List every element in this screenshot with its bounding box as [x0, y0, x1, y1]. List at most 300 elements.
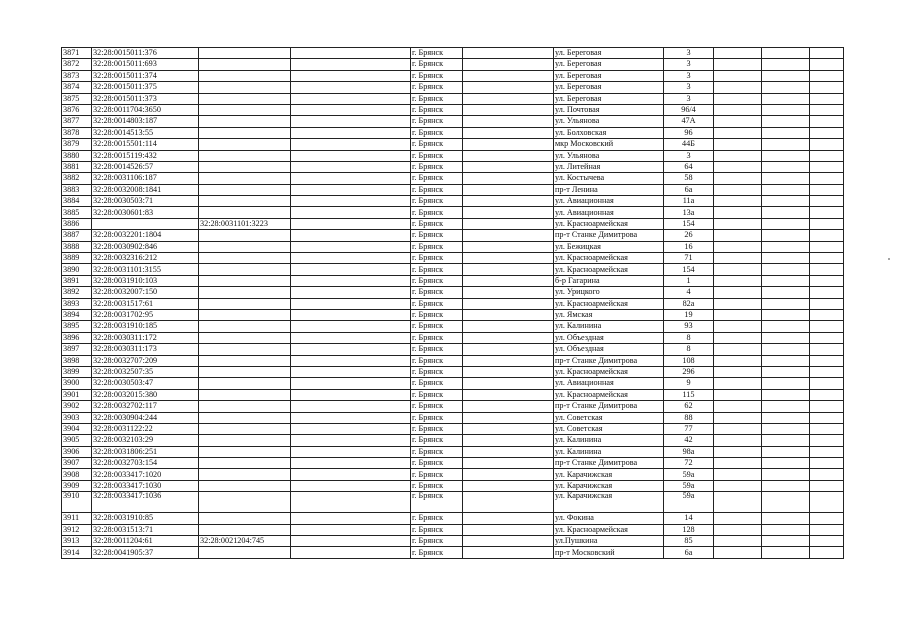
empty-cell [463, 275, 554, 286]
secondary-cadastral-cell [199, 184, 291, 195]
empty-cell [762, 48, 810, 59]
empty-cell [810, 366, 844, 377]
empty-cell [714, 70, 762, 81]
house-number-cell: 3 [664, 82, 714, 93]
city-cell: г. Брянск [411, 378, 463, 389]
empty-cell [714, 241, 762, 252]
secondary-cadastral-cell [199, 139, 291, 150]
empty-cell [291, 366, 411, 377]
street-cell: мкр Московский [554, 139, 664, 150]
table-row [62, 412, 844, 423]
empty-cell [463, 321, 554, 332]
row-number-cell: 3883 [62, 184, 92, 195]
empty-cell [714, 435, 762, 446]
row-number-cell: 3893 [62, 298, 92, 309]
street-cell: пр-т Ленина [554, 184, 664, 195]
cadastral-number-cell: 32:28:0015501:114 [92, 139, 199, 150]
house-number-cell: 4 [664, 287, 714, 298]
secondary-cadastral-cell [199, 446, 291, 457]
table-row [62, 116, 844, 127]
empty-cell [291, 116, 411, 127]
city-cell: г. Брянск [411, 321, 463, 332]
empty-cell [463, 378, 554, 389]
house-number-cell: 71 [664, 253, 714, 264]
empty-cell [291, 264, 411, 275]
empty-cell [810, 435, 844, 446]
empty-cell [762, 446, 810, 457]
empty-cell [463, 104, 554, 115]
empty-cell [463, 207, 554, 218]
empty-cell [762, 241, 810, 252]
city-cell: г. Брянск [411, 82, 463, 93]
empty-cell [714, 355, 762, 366]
scan-speck [888, 258, 890, 260]
empty-cell [463, 287, 554, 298]
empty-cell [714, 423, 762, 434]
empty-cell [714, 150, 762, 161]
empty-cell [291, 161, 411, 172]
cadastral-number-cell: 32:28:0014526:57 [92, 161, 199, 172]
street-cell: ул. Советская [554, 412, 664, 423]
cadastral-number-cell: 32:28:0032707:209 [92, 355, 199, 366]
cadastral-number-cell: 32:28:0014513:55 [92, 127, 199, 138]
city-cell: г. Брянск [411, 344, 463, 355]
empty-cell [291, 412, 411, 423]
table-row [62, 161, 844, 172]
secondary-cadastral-cell [199, 116, 291, 127]
row-number-cell: 3885 [62, 207, 92, 218]
street-cell: ул. Береговая [554, 93, 664, 104]
empty-cell [714, 332, 762, 343]
house-number-cell: 26 [664, 230, 714, 241]
cadastral-number-cell: 32:28:0015011:373 [92, 93, 199, 104]
city-cell: г. Брянск [411, 401, 463, 412]
city-cell: г. Брянск [411, 389, 463, 400]
empty-cell [714, 536, 762, 547]
empty-cell [810, 469, 844, 480]
street-cell: ул. Красноармейская [554, 218, 664, 229]
street-cell: ул. Ульянова [554, 116, 664, 127]
house-number-cell: 1 [664, 275, 714, 286]
empty-cell [463, 458, 554, 469]
empty-cell [810, 378, 844, 389]
cadastral-number-cell: 32:28:0030503:71 [92, 196, 199, 207]
secondary-cadastral-cell [199, 150, 291, 161]
street-cell: ул. Красноармейская [554, 524, 664, 535]
city-cell: г. Брянск [411, 423, 463, 434]
empty-cell [762, 378, 810, 389]
empty-cell [714, 469, 762, 480]
city-cell: г. Брянск [411, 184, 463, 195]
empty-cell [810, 321, 844, 332]
empty-cell [762, 366, 810, 377]
empty-cell [762, 332, 810, 343]
street-cell: ул. Авиационная [554, 207, 664, 218]
secondary-cadastral-cell [199, 241, 291, 252]
table-row [62, 104, 844, 115]
street-cell: пр-т Московский [554, 547, 664, 558]
row-number-cell: 3906 [62, 446, 92, 457]
city-cell: г. Брянск [411, 207, 463, 218]
empty-cell [291, 547, 411, 558]
table-row [62, 207, 844, 218]
row-number-cell: 3876 [62, 104, 92, 115]
street-cell: ул. Береговая [554, 59, 664, 70]
secondary-cadastral-cell [199, 82, 291, 93]
row-number-cell: 3891 [62, 275, 92, 286]
empty-cell [291, 104, 411, 115]
row-number-cell: 3901 [62, 389, 92, 400]
empty-cell [810, 332, 844, 343]
empty-cell [810, 173, 844, 184]
empty-cell [714, 161, 762, 172]
cadastral-number-cell: 32:28:0031517:61 [92, 298, 199, 309]
empty-cell [291, 480, 411, 491]
empty-cell [810, 207, 844, 218]
empty-cell [810, 241, 844, 252]
empty-cell [762, 321, 810, 332]
city-cell: г. Брянск [411, 161, 463, 172]
city-cell: г. Брянск [411, 196, 463, 207]
empty-cell [762, 275, 810, 286]
empty-cell [291, 196, 411, 207]
empty-cell [810, 412, 844, 423]
street-cell: б-р Гагарина [554, 275, 664, 286]
row-number-cell: 3912 [62, 524, 92, 535]
house-number-cell: 3 [664, 48, 714, 59]
city-cell: г. Брянск [411, 298, 463, 309]
cadastral-number-cell: 32:28:0033417:1036 [92, 492, 199, 513]
table-row [62, 401, 844, 412]
city-cell: г. Брянск [411, 524, 463, 535]
empty-cell [463, 480, 554, 491]
empty-cell [463, 401, 554, 412]
city-cell: г. Брянск [411, 287, 463, 298]
row-number-cell: 3908 [62, 469, 92, 480]
house-number-cell: 6а [664, 547, 714, 558]
empty-cell [463, 469, 554, 480]
table-row [62, 344, 844, 355]
empty-cell [810, 480, 844, 491]
cadastral-number-cell: 32:28:0015011:693 [92, 59, 199, 70]
empty-cell [810, 355, 844, 366]
street-cell: ул. Карачижская [554, 492, 664, 513]
cadastral-number-cell: 32:28:0032702:117 [92, 401, 199, 412]
street-cell: ул.Пушкина [554, 536, 664, 547]
secondary-cadastral-cell [199, 412, 291, 423]
house-number-cell: 96 [664, 127, 714, 138]
cadastral-number-cell [92, 218, 199, 229]
empty-cell [714, 127, 762, 138]
row-number-cell: 3909 [62, 480, 92, 491]
empty-cell [762, 412, 810, 423]
city-cell: г. Брянск [411, 355, 463, 366]
cadastral-number-cell: 32:28:0031806:251 [92, 446, 199, 457]
secondary-cadastral-cell [199, 127, 291, 138]
street-cell: пр-т Станке Димитрова [554, 230, 664, 241]
empty-cell [463, 230, 554, 241]
empty-cell [714, 309, 762, 320]
empty-cell [762, 230, 810, 241]
table-row [62, 196, 844, 207]
empty-cell [463, 70, 554, 81]
empty-cell [463, 253, 554, 264]
table-row [62, 547, 844, 558]
cadastral-number-cell: 32:28:0031910:185 [92, 321, 199, 332]
cadastral-number-cell: 32:28:0030902:846 [92, 241, 199, 252]
cadastral-number-cell: 32:28:0015011:374 [92, 70, 199, 81]
city-cell: г. Брянск [411, 446, 463, 457]
row-number-cell: 3905 [62, 435, 92, 446]
house-number-cell: 59а [664, 492, 714, 513]
cadastral-number-cell: 32:28:0033417:1030 [92, 480, 199, 491]
empty-cell [810, 492, 844, 513]
table-row [62, 218, 844, 229]
empty-cell [291, 332, 411, 343]
table-row [62, 355, 844, 366]
house-number-cell: 3 [664, 150, 714, 161]
empty-cell [762, 150, 810, 161]
cadastral-number-cell: 32:28:0032703:154 [92, 458, 199, 469]
empty-cell [291, 513, 411, 524]
empty-cell [463, 93, 554, 104]
empty-cell [714, 458, 762, 469]
row-number-cell: 3913 [62, 536, 92, 547]
empty-cell [762, 298, 810, 309]
empty-cell [714, 93, 762, 104]
empty-cell [810, 93, 844, 104]
empty-cell [291, 401, 411, 412]
city-cell: г. Брянск [411, 536, 463, 547]
row-number-cell: 3871 [62, 48, 92, 59]
empty-cell [291, 150, 411, 161]
cadastral-number-cell: 32:28:0032103:29 [92, 435, 199, 446]
house-number-cell: 154 [664, 218, 714, 229]
city-cell: г. Брянск [411, 104, 463, 115]
cadastral-number-cell: 32:28:0030311:172 [92, 332, 199, 343]
row-number-cell: 3887 [62, 230, 92, 241]
table-row [62, 139, 844, 150]
street-cell: ул. Береговая [554, 82, 664, 93]
city-cell: г. Брянск [411, 59, 463, 70]
empty-cell [463, 524, 554, 535]
street-cell: ул. Почтовая [554, 104, 664, 115]
table-row [62, 458, 844, 469]
table-row [62, 48, 844, 59]
table-row [62, 150, 844, 161]
empty-cell [714, 492, 762, 513]
empty-cell [291, 207, 411, 218]
empty-cell [762, 536, 810, 547]
table-row [62, 446, 844, 457]
cadastral-number-cell: 32:28:0015119:432 [92, 150, 199, 161]
empty-cell [463, 547, 554, 558]
secondary-cadastral-cell [199, 332, 291, 343]
empty-cell [810, 116, 844, 127]
empty-cell [463, 412, 554, 423]
empty-cell [762, 116, 810, 127]
city-cell: г. Брянск [411, 264, 463, 275]
empty-cell [714, 298, 762, 309]
cadastral-number-cell: 32:28:0032316:212 [92, 253, 199, 264]
empty-cell [810, 184, 844, 195]
secondary-cadastral-cell [199, 524, 291, 535]
empty-cell [463, 59, 554, 70]
empty-cell [463, 139, 554, 150]
empty-cell [463, 196, 554, 207]
city-cell: г. Брянск [411, 480, 463, 491]
city-cell: г. Брянск [411, 253, 463, 264]
cadastral-number-cell: 32:28:0032201:1804 [92, 230, 199, 241]
cadastral-number-cell: 32:28:0031101:3155 [92, 264, 199, 275]
city-cell: г. Брянск [411, 150, 463, 161]
table-row [62, 366, 844, 377]
row-number-cell: 3900 [62, 378, 92, 389]
table-row [62, 70, 844, 81]
empty-cell [463, 241, 554, 252]
row-number-cell: 3878 [62, 127, 92, 138]
city-cell: г. Брянск [411, 275, 463, 286]
empty-cell [810, 344, 844, 355]
empty-cell [714, 378, 762, 389]
empty-cell [291, 446, 411, 457]
row-number-cell: 3886 [62, 218, 92, 229]
table-row [62, 82, 844, 93]
empty-cell [762, 401, 810, 412]
city-cell: г. Брянск [411, 139, 463, 150]
street-cell: ул. Объездная [554, 344, 664, 355]
secondary-cadastral-cell [199, 275, 291, 286]
empty-cell [762, 524, 810, 535]
house-number-cell: 62 [664, 401, 714, 412]
street-cell: ул. Литейная [554, 161, 664, 172]
house-number-cell: 3 [664, 93, 714, 104]
empty-cell [810, 513, 844, 524]
empty-cell [291, 230, 411, 241]
empty-cell [762, 207, 810, 218]
row-number-cell: 3877 [62, 116, 92, 127]
table-row [62, 230, 844, 241]
secondary-cadastral-cell [199, 93, 291, 104]
empty-cell [714, 401, 762, 412]
empty-cell [714, 173, 762, 184]
cadastral-number-cell: 32:28:0030503:47 [92, 378, 199, 389]
city-cell: г. Брянск [411, 458, 463, 469]
empty-cell [714, 59, 762, 70]
cadastral-number-cell: 32:28:0031910:103 [92, 275, 199, 286]
empty-cell [463, 355, 554, 366]
house-number-cell: 6а [664, 184, 714, 195]
empty-cell [714, 139, 762, 150]
street-cell: ул. Береговая [554, 48, 664, 59]
house-number-cell: 59а [664, 469, 714, 480]
secondary-cadastral-cell [199, 366, 291, 377]
table-row [62, 59, 844, 70]
empty-cell [762, 253, 810, 264]
street-cell: пр-т Станке Димитрова [554, 401, 664, 412]
empty-cell [714, 412, 762, 423]
secondary-cadastral-cell [199, 458, 291, 469]
city-cell: г. Брянск [411, 492, 463, 513]
empty-cell [810, 401, 844, 412]
empty-cell [714, 287, 762, 298]
empty-cell [810, 82, 844, 93]
empty-cell [463, 332, 554, 343]
empty-cell [291, 82, 411, 93]
empty-cell [810, 547, 844, 558]
secondary-cadastral-cell [199, 253, 291, 264]
table-row [62, 524, 844, 535]
house-number-cell: 8 [664, 344, 714, 355]
table-row [62, 309, 844, 320]
empty-cell [463, 389, 554, 400]
secondary-cadastral-cell: 32:28:0031101:3223 [199, 218, 291, 229]
cadastral-number-cell: 32:28:0014803:187 [92, 116, 199, 127]
cadastral-number-cell: 32:28:0030311:173 [92, 344, 199, 355]
house-number-cell: 13а [664, 207, 714, 218]
street-cell: ул. Фокина [554, 513, 664, 524]
empty-cell [291, 287, 411, 298]
secondary-cadastral-cell [199, 469, 291, 480]
empty-cell [714, 218, 762, 229]
empty-cell [762, 218, 810, 229]
house-number-cell: 85 [664, 536, 714, 547]
house-number-cell: 154 [664, 264, 714, 275]
empty-cell [762, 82, 810, 93]
empty-cell [714, 82, 762, 93]
secondary-cadastral-cell: 32:28:0021204:745 [199, 536, 291, 547]
empty-cell [762, 287, 810, 298]
secondary-cadastral-cell [199, 344, 291, 355]
empty-cell [291, 241, 411, 252]
city-cell: г. Брянск [411, 70, 463, 81]
house-number-cell: 93 [664, 321, 714, 332]
secondary-cadastral-cell [199, 435, 291, 446]
secondary-cadastral-cell [199, 287, 291, 298]
house-number-cell: 3 [664, 70, 714, 81]
registry-table-body [62, 48, 844, 559]
city-cell: г. Брянск [411, 309, 463, 320]
empty-cell [291, 536, 411, 547]
empty-cell [810, 298, 844, 309]
row-number-cell: 3907 [62, 458, 92, 469]
city-cell: г. Брянск [411, 469, 463, 480]
house-number-cell: 47А [664, 116, 714, 127]
secondary-cadastral-cell [199, 480, 291, 491]
empty-cell [762, 480, 810, 491]
row-number-cell: 3890 [62, 264, 92, 275]
cadastral-number-cell: 32:28:0031513:71 [92, 524, 199, 535]
table-row [62, 423, 844, 434]
empty-cell [810, 309, 844, 320]
table-row [62, 536, 844, 547]
empty-cell [810, 264, 844, 275]
street-cell: ул. Красноармейская [554, 253, 664, 264]
cadastral-number-cell: 32:28:0031122:22 [92, 423, 199, 434]
empty-cell [762, 355, 810, 366]
cadastral-number-cell: 32:28:0032507:35 [92, 366, 199, 377]
row-number-cell: 3874 [62, 82, 92, 93]
house-number-cell: 42 [664, 435, 714, 446]
cadastral-number-cell: 32:28:0030904:244 [92, 412, 199, 423]
cadastral-number-cell: 32:28:0032007:150 [92, 287, 199, 298]
empty-cell [810, 70, 844, 81]
empty-cell [762, 423, 810, 434]
table-row [62, 332, 844, 343]
street-cell: ул. Болховская [554, 127, 664, 138]
house-number-cell: 98а [664, 446, 714, 457]
house-number-cell: 44Б [664, 139, 714, 150]
